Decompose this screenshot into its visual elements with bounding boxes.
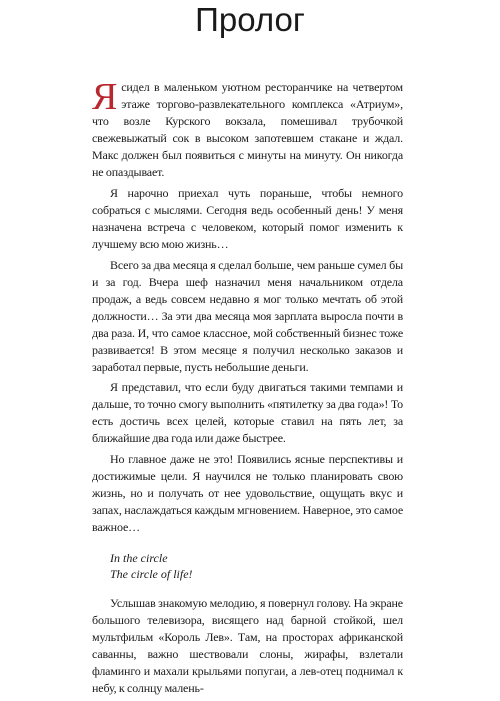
paragraph-1 [92, 76, 403, 180]
paragraph-1-text: сидел в маленьком уютном ресторанчике на четвертом этаже торгово-развлекательного комплекса «Атриум», что возле Курского вокзала, помешивал трубочкой свежевыжатый сок в высоком запотевшем стакане и ждал. Макс должен был появиться с минуты на минуту. Он никогда не опаздывает. [92, 80, 403, 179]
paragraph-4: Я представил, что если буду двигаться такими темпами и дальше, то точно смогу выполнить «пятилетку за два года»! То есть достичь всех целей, которые ставил на пять лет, за ближайшие два года или даже быстрее. [92, 380, 403, 446]
drop-cap: Я [92, 76, 118, 118]
lyrics-line-2: The circle of life! [110, 567, 193, 582]
paragraph-2: Я нарочно приехал чуть пораньше, чтобы немного собраться с мыслями. Сегодня ведь особенный день! У меня назначена встреча с человеком, который помог изменить к лучшему всю мою жизнь… [92, 186, 403, 252]
chapter-title: Пролог [195, 1, 305, 38]
paragraph-5: Но главное даже не это! Появились ясные перспективы и достижимые цели. Я научился не только планировать свою жизнь, но и получать от нее удовольствие, ощущать вкус и запах, наслаждаться каждым мгновением. Наверное, это самое важное… [92, 452, 403, 534]
chapter-body [92, 76, 403, 701]
paragraph-6: Услышав знакомую мелодию, я повернул голову. На экране большого телевизора, висящего над барной стойкой, шел мультфильм «Король Лев». Там, на просторах африканской саванны, важно шествовали слоны, жирафы, взлетали фламинго и махали крыльями попугаи, а лев-отец поднимал к небу, к солнцу малень- [92, 596, 403, 695]
song-lyrics [110, 550, 403, 584]
lyrics-line-1: In the circle [110, 550, 168, 565]
paragraph-3: Всего за два месяца я сделал больше, чем раньше сумел бы и за год. Вчера шеф назначил меня начальником отдела продаж, а ведь совсем недавно я мог только мечтать об этой должности… За эти два месяца моя зарплата выросла почти в два раза. И, что самое классное, мой собственный бизнес тоже развивается! В этом месяце я получил несколько заказов и заработал первые, пусть небольшие деньги. [92, 258, 403, 374]
